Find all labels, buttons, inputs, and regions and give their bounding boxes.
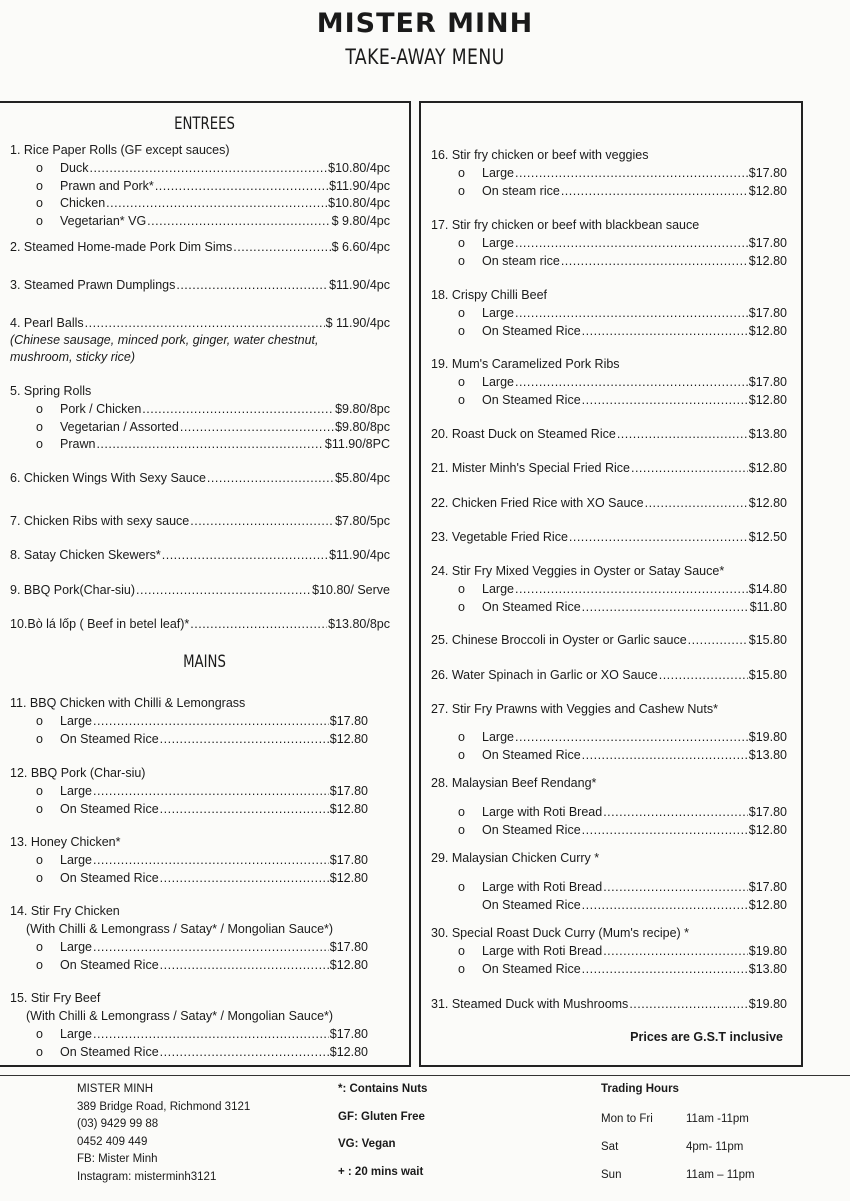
menu-option [60, 1026, 368, 1042]
dot-leader [93, 852, 329, 868]
menu-option-name: Large [482, 166, 514, 180]
menu-option [482, 897, 787, 913]
legend-line: GF: Gluten Free [338, 1110, 425, 1123]
hours-time: 11am – 11pm [686, 1169, 755, 1181]
bullet-icon: o [36, 178, 43, 193]
bullet-icon: o [36, 957, 43, 972]
menu-option-price: $17.80 [748, 805, 787, 819]
menu-option-price: $11.90/4pc [329, 178, 390, 193]
left-menu-panel [0, 101, 411, 1067]
menu-option-name: On Steamed Rice [482, 392, 581, 407]
bullet-icon: o [458, 323, 465, 338]
dot-leader [142, 401, 334, 417]
bullet-icon: o [36, 853, 43, 867]
bullet-icon: o [36, 196, 43, 210]
dot-leader [603, 943, 748, 959]
menu-option-name: Large [60, 714, 92, 728]
menu-option-price: $17.80 [748, 880, 787, 894]
menu-option [60, 178, 390, 194]
menu-option [482, 253, 787, 269]
menu-option [482, 581, 787, 597]
menu-item-name: 10.Bò lá lốp ( Beef in betel leaf)* [10, 617, 190, 631]
dot-leader [176, 277, 328, 293]
menu-item-price: $12.50 [748, 530, 787, 544]
menu-option-name: On Steamed Rice [482, 747, 581, 762]
dot-leader [155, 178, 328, 194]
address-line: MISTER MINH [77, 1083, 154, 1095]
menu-item-note: mushroom, sticky rice) [10, 350, 136, 364]
menu-item [10, 616, 390, 632]
menu-item [431, 632, 787, 648]
menu-option-name: Chicken [60, 196, 106, 210]
bullet-icon: o [458, 166, 465, 180]
menu-option-price: $12.80 [329, 731, 368, 746]
menu-option-name: Prawn [60, 437, 96, 451]
dot-leader [190, 616, 327, 632]
menu-item-title: 27. Stir Fry Prawns with Veggies and Cashew Nuts* [431, 702, 718, 716]
menu-option [482, 599, 787, 615]
menu-option-price: $19.80 [748, 730, 787, 744]
address-block [77, 1081, 250, 1186]
menu-option [482, 729, 787, 745]
menu-item-name: 4. Pearl Balls [10, 316, 84, 330]
trading-hours-title: Trading Hours [601, 1083, 679, 1095]
dot-leader [93, 939, 329, 955]
menu-option-price: $9.80/8pc [335, 419, 390, 434]
menu-item-name: 8. Satay Chicken Skewers* [10, 548, 161, 562]
menu-option-price: $12.80 [748, 183, 787, 198]
bullet-icon: o [36, 213, 43, 228]
dot-leader [515, 729, 748, 745]
menu-item-price: $11.90/4pc [329, 278, 390, 292]
dot-leader [582, 822, 748, 838]
menu-item-price: $5.80/4pc [335, 471, 390, 485]
menu-item [10, 470, 390, 486]
bullet-icon: o [458, 392, 465, 407]
menu-option [60, 436, 390, 452]
address-line: 389 Bridge Road, Richmond 3121 [77, 1100, 251, 1113]
bullet-icon: o [458, 236, 465, 250]
menu-item [10, 315, 390, 331]
menu-item [10, 239, 390, 255]
menu-option [60, 419, 390, 435]
menu-option [60, 731, 368, 747]
menu-item-title: 30. Special Roast Duck Curry (Mum's recipe) * [431, 926, 690, 940]
menu-option [482, 305, 787, 321]
menu-item-name: 2. Steamed Home-made Pork Dim Sims [10, 240, 233, 254]
menu-item-title: 14. Stir Fry Chicken [10, 904, 120, 918]
menu-option-price: $17.80 [329, 714, 368, 728]
menu-option-price: $10.80/4pc [328, 196, 390, 210]
footer [0, 1075, 850, 1201]
bullet-icon: o [458, 730, 465, 744]
menu-option-price: $12.80 [748, 897, 787, 912]
bullet-icon: o [458, 805, 465, 819]
menu-item-title: 19. Mum's Caramelized Pork Ribs [431, 357, 620, 371]
menu-item-price: $13.80 [748, 427, 787, 441]
menu-option [482, 165, 787, 181]
dot-leader [631, 460, 748, 476]
menu-item-name: 20. Roast Duck on Steamed Rice [431, 427, 616, 441]
menu-option [60, 852, 368, 868]
dot-leader [233, 239, 330, 255]
menu-item-title: 18. Crispy Chilli Beef [431, 288, 548, 302]
menu-item [10, 513, 390, 529]
dot-leader [561, 253, 748, 269]
dot-leader [645, 495, 748, 511]
legend-line: *: Contains Nuts [338, 1083, 428, 1095]
menu-item-price: $ 6.60/4pc [331, 240, 390, 254]
menu-option-name: Prawn and Pork* [60, 178, 154, 193]
menu-item-title: 13. Honey Chicken* [10, 835, 121, 849]
dot-leader [147, 213, 330, 229]
menu-option-price: $17.80 [748, 375, 787, 389]
bullet-icon: o [458, 183, 465, 198]
menu-option-name: Large [482, 582, 514, 596]
menu-option-price: $12.80 [748, 253, 787, 268]
menu-option [60, 783, 368, 799]
dot-leader [106, 195, 327, 211]
bullet-icon: o [458, 747, 465, 762]
dot-leader [582, 747, 748, 763]
menu-option-name: Vegetarian* VG [60, 213, 147, 228]
dot-leader [160, 731, 329, 747]
menu-item-price: $12.80 [748, 496, 787, 510]
menu-item [10, 547, 390, 563]
menu-option [482, 323, 787, 339]
menu-option-name: Large with Roti Bread [482, 944, 603, 958]
menu-item-price: $7.80/5pc [335, 514, 390, 528]
legend-block [338, 1081, 427, 1191]
menu-option-price: $12.80 [329, 801, 368, 816]
bullet-icon: o [458, 880, 465, 894]
dot-leader [582, 961, 748, 977]
menu-item-price: $15.80 [748, 668, 787, 682]
menu-item-title: 5. Spring Rolls [10, 384, 92, 398]
dot-leader [160, 957, 329, 973]
bullet-icon: o [458, 253, 465, 268]
header [0, 8, 850, 69]
dot-leader [89, 160, 327, 176]
dot-leader [603, 879, 748, 895]
menu-option [60, 195, 390, 211]
menu-option-price: $12.80 [329, 1044, 368, 1059]
menu-item-name: 26. Water Spinach in Garlic or XO Sauce [431, 668, 658, 682]
bullet-icon: o [458, 582, 465, 596]
menu-item [431, 495, 787, 511]
menu-item [10, 582, 390, 598]
menu-option-price: $12.80 [329, 957, 368, 972]
bullet-icon: o [458, 822, 465, 837]
dot-leader [85, 315, 325, 331]
menu-option [482, 804, 787, 820]
menu-item-name: 7. Chicken Ribs with sexy sauce [10, 514, 190, 528]
bullet-icon: o [36, 801, 43, 816]
menu-option [482, 822, 787, 838]
menu-option-name: On steam rice [482, 183, 560, 198]
bullet-icon: o [36, 1044, 43, 1059]
menu-option-price: $10.80/4pc [328, 161, 390, 175]
menu-item-title: 11. BBQ Chicken with Chilli & Lemongrass [10, 696, 246, 710]
bullet-icon: o [36, 161, 43, 175]
menu-item-name: 21. Mister Minh's Special Fried Rice [431, 461, 630, 475]
dot-leader [582, 323, 748, 339]
bullet-icon: o [458, 961, 465, 976]
menu-option-name: Duck [60, 161, 89, 175]
menu-subtitle: TAKE-AWAY MENU [345, 45, 505, 69]
menu-item-title: 1. Rice Paper Rolls (GF except sauces) [10, 143, 230, 157]
menu-option [60, 713, 368, 729]
menu-option [60, 870, 368, 886]
hours-day: Sun [601, 1169, 622, 1181]
menu-option-price: $17.80 [329, 853, 368, 867]
menu-option-price: $12.80 [748, 323, 787, 338]
hours-time: 11am -11pm [686, 1113, 749, 1125]
menu-option-price: $17.80 [748, 166, 787, 180]
menu-item-title: 24. Stir Fry Mixed Veggies in Oyster or Satay Sauce* [431, 564, 725, 578]
menu-option-price: $17.80 [329, 1027, 368, 1041]
menu-option-name: Large with Roti Bread [482, 880, 603, 894]
dot-leader [160, 1044, 329, 1060]
dot-leader [569, 529, 748, 545]
mains-heading: MAINS [183, 652, 226, 672]
menu-option-name: On Steamed Rice [482, 599, 581, 614]
menu-item [431, 667, 787, 683]
menu-option-price: $17.80 [748, 236, 787, 250]
menu-option-name: Large [60, 784, 92, 798]
dot-leader [515, 374, 748, 390]
right-menu-panel [419, 101, 803, 1067]
dot-leader [160, 870, 329, 886]
restaurant-name: MISTER MINH [316, 8, 534, 39]
dot-leader [582, 599, 749, 615]
dot-leader [136, 582, 311, 598]
dot-leader [93, 783, 329, 799]
menu-option-price: $12.80 [329, 870, 368, 885]
menu-option-price: $14.80 [748, 582, 787, 596]
dot-leader [582, 392, 748, 408]
bullet-icon: o [36, 731, 43, 746]
menu-option-price: $11.80 [749, 599, 787, 614]
dot-leader [659, 667, 748, 683]
menu-item-title: 16. Stir fry chicken or beef with veggies [431, 148, 649, 162]
bullet-icon: o [458, 306, 465, 320]
bullet-icon: o [36, 870, 43, 885]
menu-item-name: 9. BBQ Pork(Char-siu) [10, 583, 136, 597]
dot-leader [515, 581, 748, 597]
hours-day: Mon to Fri [601, 1113, 653, 1125]
menu-item [431, 529, 787, 545]
menu-option [60, 160, 390, 176]
menu-option-price: $17.80 [329, 940, 368, 954]
menu-option [482, 183, 787, 199]
dot-leader [162, 547, 328, 563]
menu-item [431, 996, 787, 1012]
bullet-icon: o [458, 375, 465, 389]
bullet-icon: o [36, 940, 43, 954]
menu-option [60, 939, 368, 955]
hours-time: 4pm- 11pm [686, 1141, 744, 1153]
menu-item-name: 25. Chinese Broccoli in Oyster or Garlic sauce [431, 633, 687, 647]
address-line: FB: Mister Minh [77, 1153, 158, 1165]
menu-option-price: $13.80 [748, 747, 787, 762]
legend-line: + : 20 mins wait [338, 1165, 424, 1178]
menu-item [431, 426, 787, 442]
dot-leader [582, 897, 748, 913]
menu-option-name: Large [482, 236, 514, 250]
menu-item-name: 31. Steamed Duck with Mushrooms [431, 997, 629, 1011]
menu-option-price: $11.90/8PC [324, 437, 390, 451]
dot-leader [93, 713, 329, 729]
dot-leader [561, 183, 748, 199]
menu-option-name: Large [60, 853, 92, 867]
menu-option-name: Large [60, 1027, 92, 1041]
dot-leader [160, 801, 329, 817]
menu-item-name: 23. Vegetable Fried Rice [431, 530, 568, 544]
bullet-icon: o [36, 784, 43, 798]
menu-item-price: $11.90/4pc [329, 548, 390, 562]
menu-option-name: Large [482, 730, 514, 744]
menu-option-name: On Steamed Rice [60, 801, 159, 816]
address-line: 0452 409 449 [77, 1135, 148, 1148]
menu-item-price: $15.80 [748, 633, 787, 647]
dot-leader [515, 305, 748, 321]
menu-item-price: $13.80/8pc [328, 617, 390, 631]
bullet-icon: o [36, 419, 43, 434]
dot-leader [688, 632, 748, 648]
menu-option-name: On Steamed Rice [60, 870, 159, 885]
menu-item-name: 22. Chicken Fried Rice with XO Sauce [431, 496, 644, 510]
menu-item-price: $ 11.90/4pc [325, 316, 390, 330]
menu-option-name: Vegetarian / Assorted [60, 419, 179, 434]
menu-item-description: (With Chilli & Lemongrass / Satay* / Mongolian Sauce*) [26, 922, 334, 936]
menu-item-title: 17. Stir fry chicken or beef with blackbean sauce [431, 218, 700, 232]
menu-item-description: (With Chilli & Lemongrass / Satay* / Mongolian Sauce*) [26, 1009, 334, 1023]
legend-line: VG: Vegan [338, 1138, 396, 1150]
address-line: Instagram: misterminh3121 [77, 1170, 217, 1183]
menu-option-price: $19.80 [748, 944, 787, 958]
menu-item-name: 3. Steamed Prawn Dumplings [10, 278, 176, 292]
menu-item-title: 15. Stir Fry Beef [10, 991, 101, 1005]
dot-leader [617, 426, 748, 442]
dot-leader [93, 1026, 329, 1042]
menu-option-name: On Steamed Rice [60, 1044, 159, 1059]
menu-option [482, 961, 787, 977]
dot-leader [515, 165, 748, 181]
menu-option [482, 392, 787, 408]
menu-option-price: $12.80 [748, 822, 787, 837]
bullet-icon: o [458, 599, 465, 614]
menu-option [60, 401, 390, 417]
menu-option-name: On Steamed Rice [482, 961, 581, 976]
menu-item-price: $10.80/ Serve [312, 583, 390, 597]
bullet-icon: o [36, 714, 43, 728]
menu-option-name: On Steamed Rice [60, 957, 159, 972]
menu-option-name: Large with Roti Bread [482, 805, 603, 819]
menu-option-name: Pork / Chicken [60, 402, 142, 416]
menu-option-price: $12.80 [748, 392, 787, 407]
menu-item [10, 277, 390, 293]
menu-option [60, 957, 368, 973]
menu-item-note: (Chinese sausage, minced pork, ginger, water chestnut, [10, 333, 319, 347]
gst-note: Prices are G.S.T inclusive [630, 1030, 783, 1044]
bullet-icon: o [36, 437, 43, 451]
menu-option [482, 943, 787, 959]
bullet-icon: o [36, 1027, 43, 1041]
menu-option [482, 747, 787, 763]
bullet-icon: o [458, 944, 465, 958]
menu-option-name: Large [60, 940, 92, 954]
menu-option [60, 1044, 368, 1060]
menu-option-price: $17.80 [329, 784, 368, 798]
menu-option-name: On Steamed Rice [482, 323, 581, 338]
menu-option-name: Large [482, 306, 514, 320]
menu-option [482, 879, 787, 895]
menu-option [60, 801, 368, 817]
menu-option-name: On Steamed Rice [482, 822, 581, 837]
bullet-icon: o [36, 402, 43, 416]
entrees-heading: ENTREES [174, 114, 235, 134]
dot-leader [180, 419, 334, 435]
menu-item-title: 12. BBQ Pork (Char-siu) [10, 766, 146, 780]
menu-item [431, 460, 787, 476]
menu-item-price: $12.80 [748, 461, 787, 475]
address-line: (03) 9429 99 88 [77, 1118, 159, 1130]
dot-leader [207, 470, 334, 486]
dot-leader [515, 235, 748, 251]
menu-item-price: $19.80 [748, 997, 787, 1011]
menu-option-price: $9.80/8pc [335, 402, 390, 416]
menu-option-name: On steam rice [482, 253, 560, 268]
menu-option-name: Large [482, 375, 514, 389]
menu-item-name: 6. Chicken Wings With Sexy Sauce [10, 471, 206, 485]
menu-option-price: $17.80 [748, 306, 787, 320]
menu-option-price: $ 9.80/4pc [331, 213, 390, 228]
hours-day: Sat [601, 1141, 619, 1153]
menu-option-name: On Steamed Rice [482, 897, 581, 912]
menu-item-title: 28. Malaysian Beef Rendang* [431, 776, 597, 790]
menu-option-price: $13.80 [748, 961, 787, 976]
dot-leader [603, 804, 748, 820]
dot-leader [629, 996, 747, 1012]
menu-option [482, 235, 787, 251]
menu-option [60, 213, 390, 229]
menu-item-title: 29. Malaysian Chicken Curry * [431, 851, 600, 865]
menu-option-name: On Steamed Rice [60, 731, 159, 746]
dot-leader [190, 513, 334, 529]
menu-option [482, 374, 787, 390]
dot-leader [96, 436, 323, 452]
